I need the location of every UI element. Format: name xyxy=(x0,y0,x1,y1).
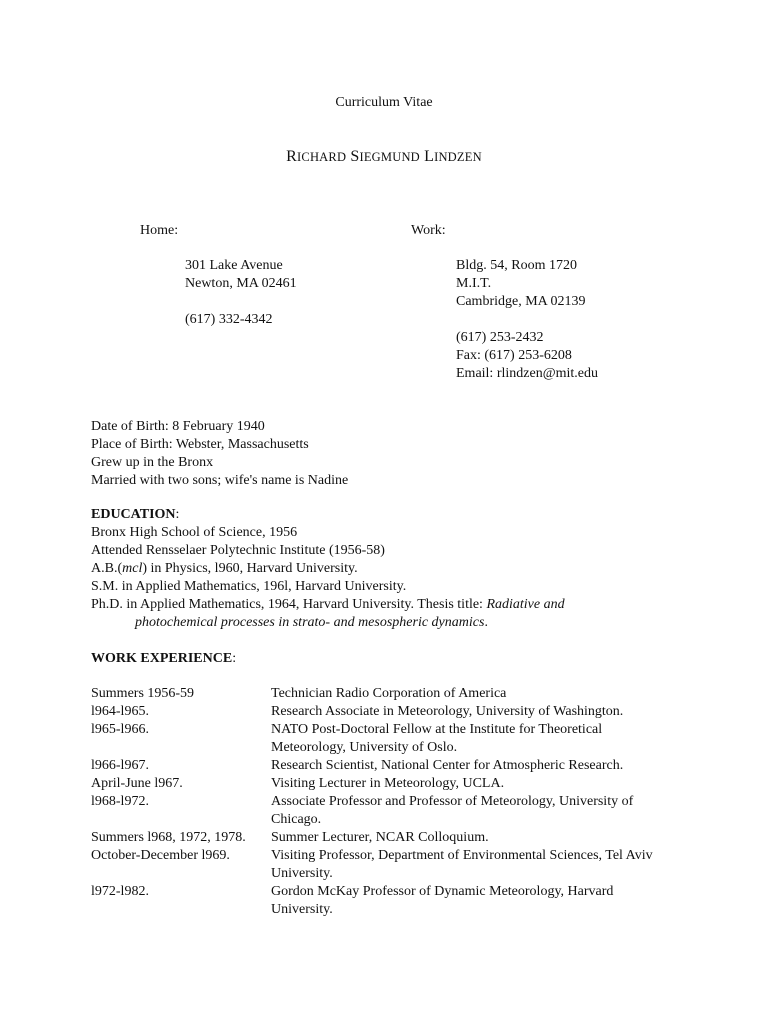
work-row xyxy=(91,721,671,757)
home-label: Home: xyxy=(140,223,179,238)
work-date: Summers l968, 1972, 1978. xyxy=(91,830,246,845)
work-row xyxy=(91,793,671,829)
work-date: April-June l967. xyxy=(91,776,183,791)
work-description: Gordon McKay Professor of Dynamic Meteorology, Harvard University. xyxy=(271,884,614,917)
work-fax: Fax: (617) 253-6208 xyxy=(456,348,572,363)
name-initial-1: R xyxy=(286,148,298,165)
work-experience-title-colon: : xyxy=(232,651,237,666)
work-description: Summer Lecturer, NCAR Colloquium. xyxy=(271,830,489,845)
work-description: Visiting Professor, Department of Environmental Sciences, Tel Aviv University. xyxy=(271,848,653,881)
ab-prefix: A.B.( xyxy=(91,561,123,576)
work-description: Technician Radio Corporation of America xyxy=(271,686,507,701)
work-row xyxy=(91,829,671,847)
name-initial-2: S xyxy=(350,148,360,165)
work-experience-title xyxy=(91,650,236,668)
home-phone: (617) 332-4342 xyxy=(185,312,273,327)
work-description: NATO Post-Doctoral Fellow at the Institute for Theoretical Meteorology, University of Oslo. xyxy=(271,722,603,755)
work-description: Research Scientist, National Center for Atmospheric Research. xyxy=(271,758,624,773)
document-heading: Curriculum Vitae xyxy=(335,95,433,110)
work-label: Work: xyxy=(411,223,446,238)
education-item: Attended Rensselaer Polytechnic Institute (1956-58) xyxy=(91,543,385,558)
home-address xyxy=(185,257,297,329)
work-date: l968-l972. xyxy=(91,794,149,809)
education-item-sm: S.M. in Applied Mathematics, 196l, Harvard University. xyxy=(91,579,407,594)
work-experience-list xyxy=(91,685,671,919)
name-rest-2: IEGMUND xyxy=(359,150,420,164)
education-title-colon: : xyxy=(175,507,180,522)
education-title-text: EDUCATION xyxy=(91,507,176,522)
spacer xyxy=(456,311,598,329)
education-item-ab xyxy=(91,560,565,578)
name-rest-3: INDZEN xyxy=(434,150,482,164)
education-title xyxy=(91,506,565,524)
family-status: Married with two sons; wife's name is Nadine xyxy=(91,473,349,488)
work-phone: (617) 253-2432 xyxy=(456,330,544,345)
upbringing: Grew up in the Bronx xyxy=(91,455,214,470)
home-address-line: Newton, MA 02461 xyxy=(185,276,297,291)
work-address xyxy=(456,257,598,383)
work-address-line: Cambridge, MA 02139 xyxy=(456,294,586,309)
place-of-birth: Place of Birth: Webster, Massachusetts xyxy=(91,437,309,452)
phd-prefix: Ph.D. in Applied Mathematics, 1964, Harvard University. Thesis title: xyxy=(91,597,487,612)
work-date: l966-l967. xyxy=(91,758,149,773)
ab-suffix: ) in Physics, l960, Harvard University. xyxy=(142,561,358,576)
personal-info xyxy=(91,418,348,490)
work-email: Email: rlindzen@mit.edu xyxy=(456,366,598,381)
work-row xyxy=(91,775,671,793)
thesis-title-part1: Radiative and xyxy=(486,597,565,612)
work-date: l964-l965. xyxy=(91,704,149,719)
work-row xyxy=(91,883,671,919)
work-experience-title-text: WORK EXPERIENCE xyxy=(91,651,233,666)
work-address-line: M.I.T. xyxy=(456,276,492,291)
home-address-line: 301 Lake Avenue xyxy=(185,258,283,273)
work-row xyxy=(91,847,671,883)
education-item-phd xyxy=(91,596,565,614)
work-row xyxy=(91,703,671,721)
work-date: l965-l966. xyxy=(91,722,149,737)
thesis-title-part2: photochemical processes in strato- and mesospheric dynamics xyxy=(135,615,485,630)
spacer xyxy=(185,293,297,311)
work-date: l972-l982. xyxy=(91,884,149,899)
work-address-line: Bldg. 54, Room 1720 xyxy=(456,258,577,273)
education-item: Bronx High School of Science, 1956 xyxy=(91,525,298,540)
work-date: October-December l969. xyxy=(91,848,230,863)
work-row xyxy=(91,685,671,703)
date-of-birth: Date of Birth: 8 February 1940 xyxy=(91,419,265,434)
work-description: Visiting Lecturer in Meteorology, UCLA. xyxy=(271,776,505,791)
person-name xyxy=(0,148,768,166)
education-section xyxy=(91,506,565,632)
name-initial-3: L xyxy=(424,148,435,165)
name-rest-1: ICHARD xyxy=(297,150,347,164)
thesis-title-continued xyxy=(91,614,565,632)
ab-honors: mcl xyxy=(122,561,143,576)
work-date: Summers 1956-59 xyxy=(91,686,195,701)
thesis-period: . xyxy=(484,615,488,630)
work-row xyxy=(91,757,671,775)
work-description: Research Associate in Meteorology, University of Washington. xyxy=(271,704,624,719)
work-description: Associate Professor and Professor of Meteorology, University of Chicago. xyxy=(271,794,634,827)
